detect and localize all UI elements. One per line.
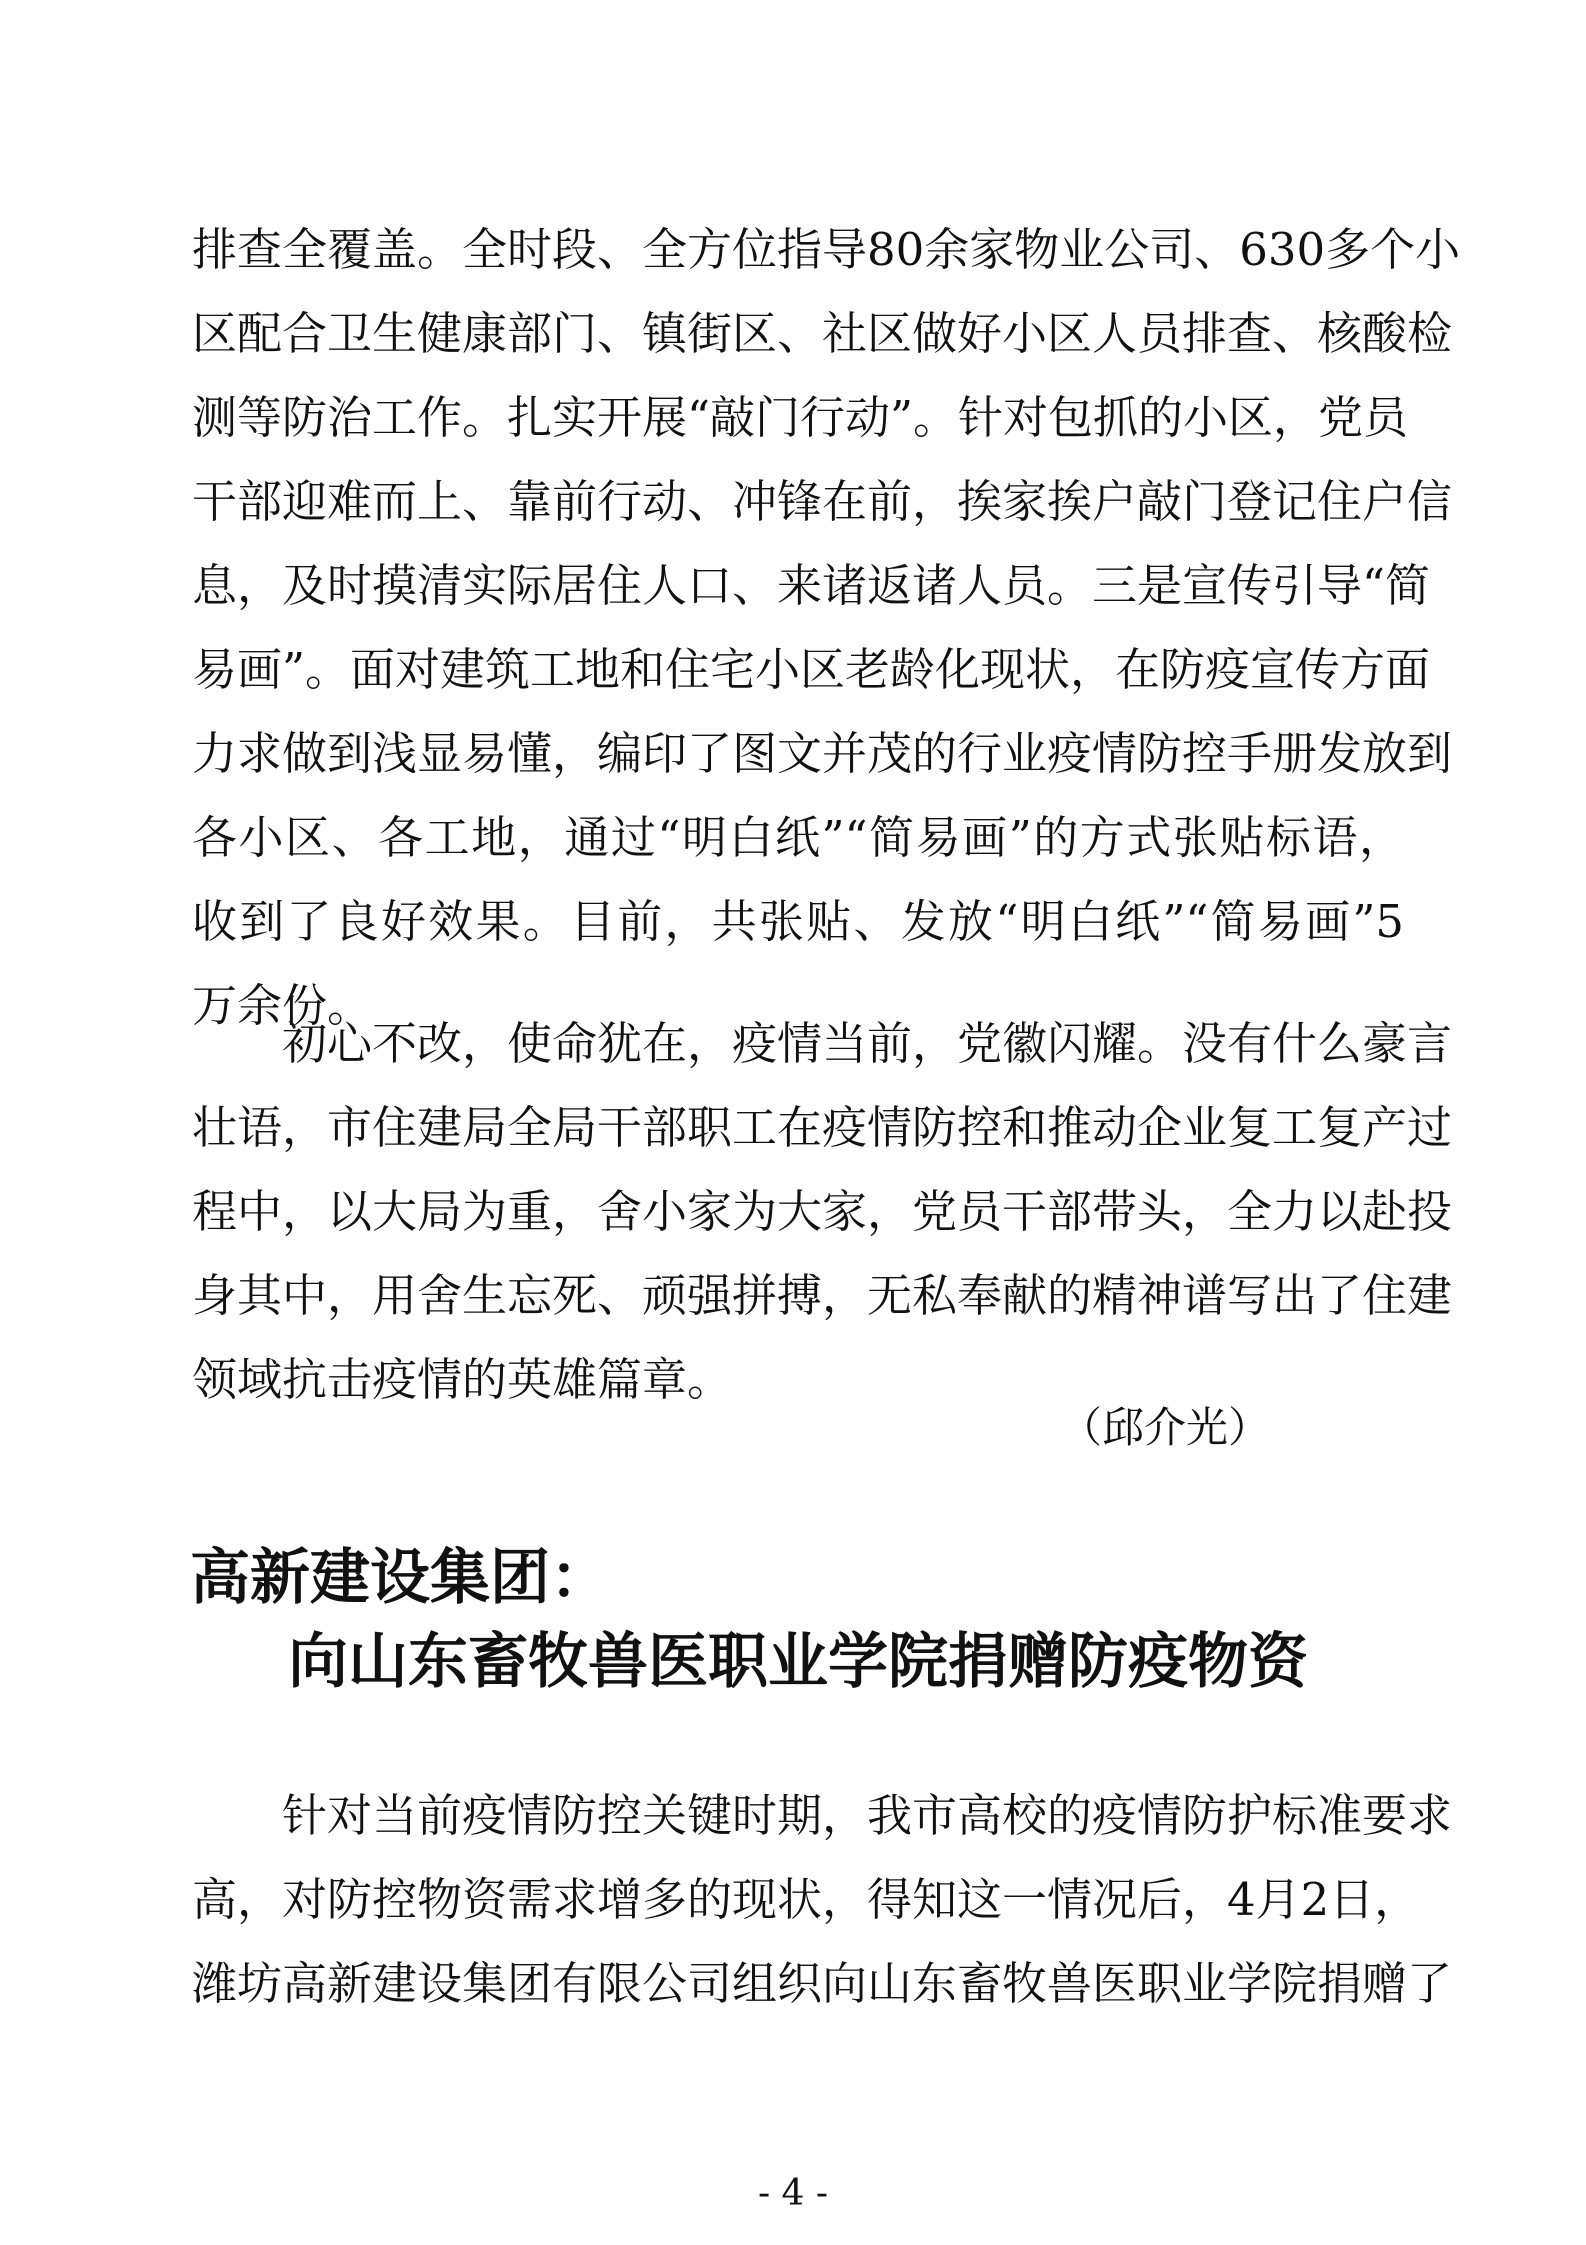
text-line: 领域抗击疫情的英雄篇章。 [192, 1353, 733, 1406]
text-line: 针对当前疫情防控关键时期，我市高校的疫情防护标准要求 [282, 1789, 1453, 1842]
text-line: 高，对防控物资需求增多的现状，得知这一情况后，4月2日， [192, 1873, 1420, 1926]
text-line: 易画”。面对建筑工地和住宅小区老龄化现状，在防疫宣传方面 [192, 643, 1431, 696]
text-line: 万余份。 [192, 979, 373, 1032]
page-number: - 4 - [757, 2173, 829, 2214]
text-line: 潍坊高新建设集团有限公司组织向山东畜牧兽医职业学院捐赠了 [192, 1957, 1453, 2010]
text-line: 排查全覆盖。全时段、全方位指导80余家物业公司、630多个小 [192, 223, 1461, 276]
text-line: 收到了良好效果。目前，共张贴、发放“明白纸”“简易画”5 [192, 895, 1404, 948]
author-byline: （邱介光） [1060, 1403, 1271, 1452]
text-line: 壮语，市住建局全局干部职工在疫情防控和推动企业复工复产过 [192, 1101, 1453, 1154]
text-line: 区配合卫生健康部门、镇街区、社区做好小区人员排查、核酸检 [192, 307, 1453, 360]
text-line: 程中，以大局为重，舍小家为大家，党员干部带头，全力以赴投 [192, 1185, 1453, 1238]
text-line: 初心不改，使命犹在，疫情当前，党徽闪耀。没有什么豪言 [282, 1017, 1453, 1070]
text-line: 力求做到浅显易懂，编印了图文并茂的行业疫情防控手册发放到 [192, 727, 1453, 780]
text-line: 干部迎难而上、靠前行动、冲锋在前，挨家挨户敲门登记住户信 [192, 475, 1453, 528]
text-line: 各小区、各工地，通过“明白纸”“简易画”的方式张贴标语， [192, 811, 1404, 864]
article-title-line-1: 高新建设集团： [190, 1543, 610, 1613]
article-title-line-2: 向山东畜牧兽医职业学院捐赠防疫物资 [288, 1627, 1308, 1697]
text-line: 测等防治工作。扎实开展“敲门行动”。针对包抓的小区，党员 [192, 391, 1409, 444]
text-line: 身其中，用舍生忘死、顽强拼搏，无私奉献的精神谱写出了住建 [192, 1269, 1453, 1322]
text-line: 息，及时摸清实际居住人口、来诸返诸人员。三是宣传引导“简 [192, 559, 1431, 612]
